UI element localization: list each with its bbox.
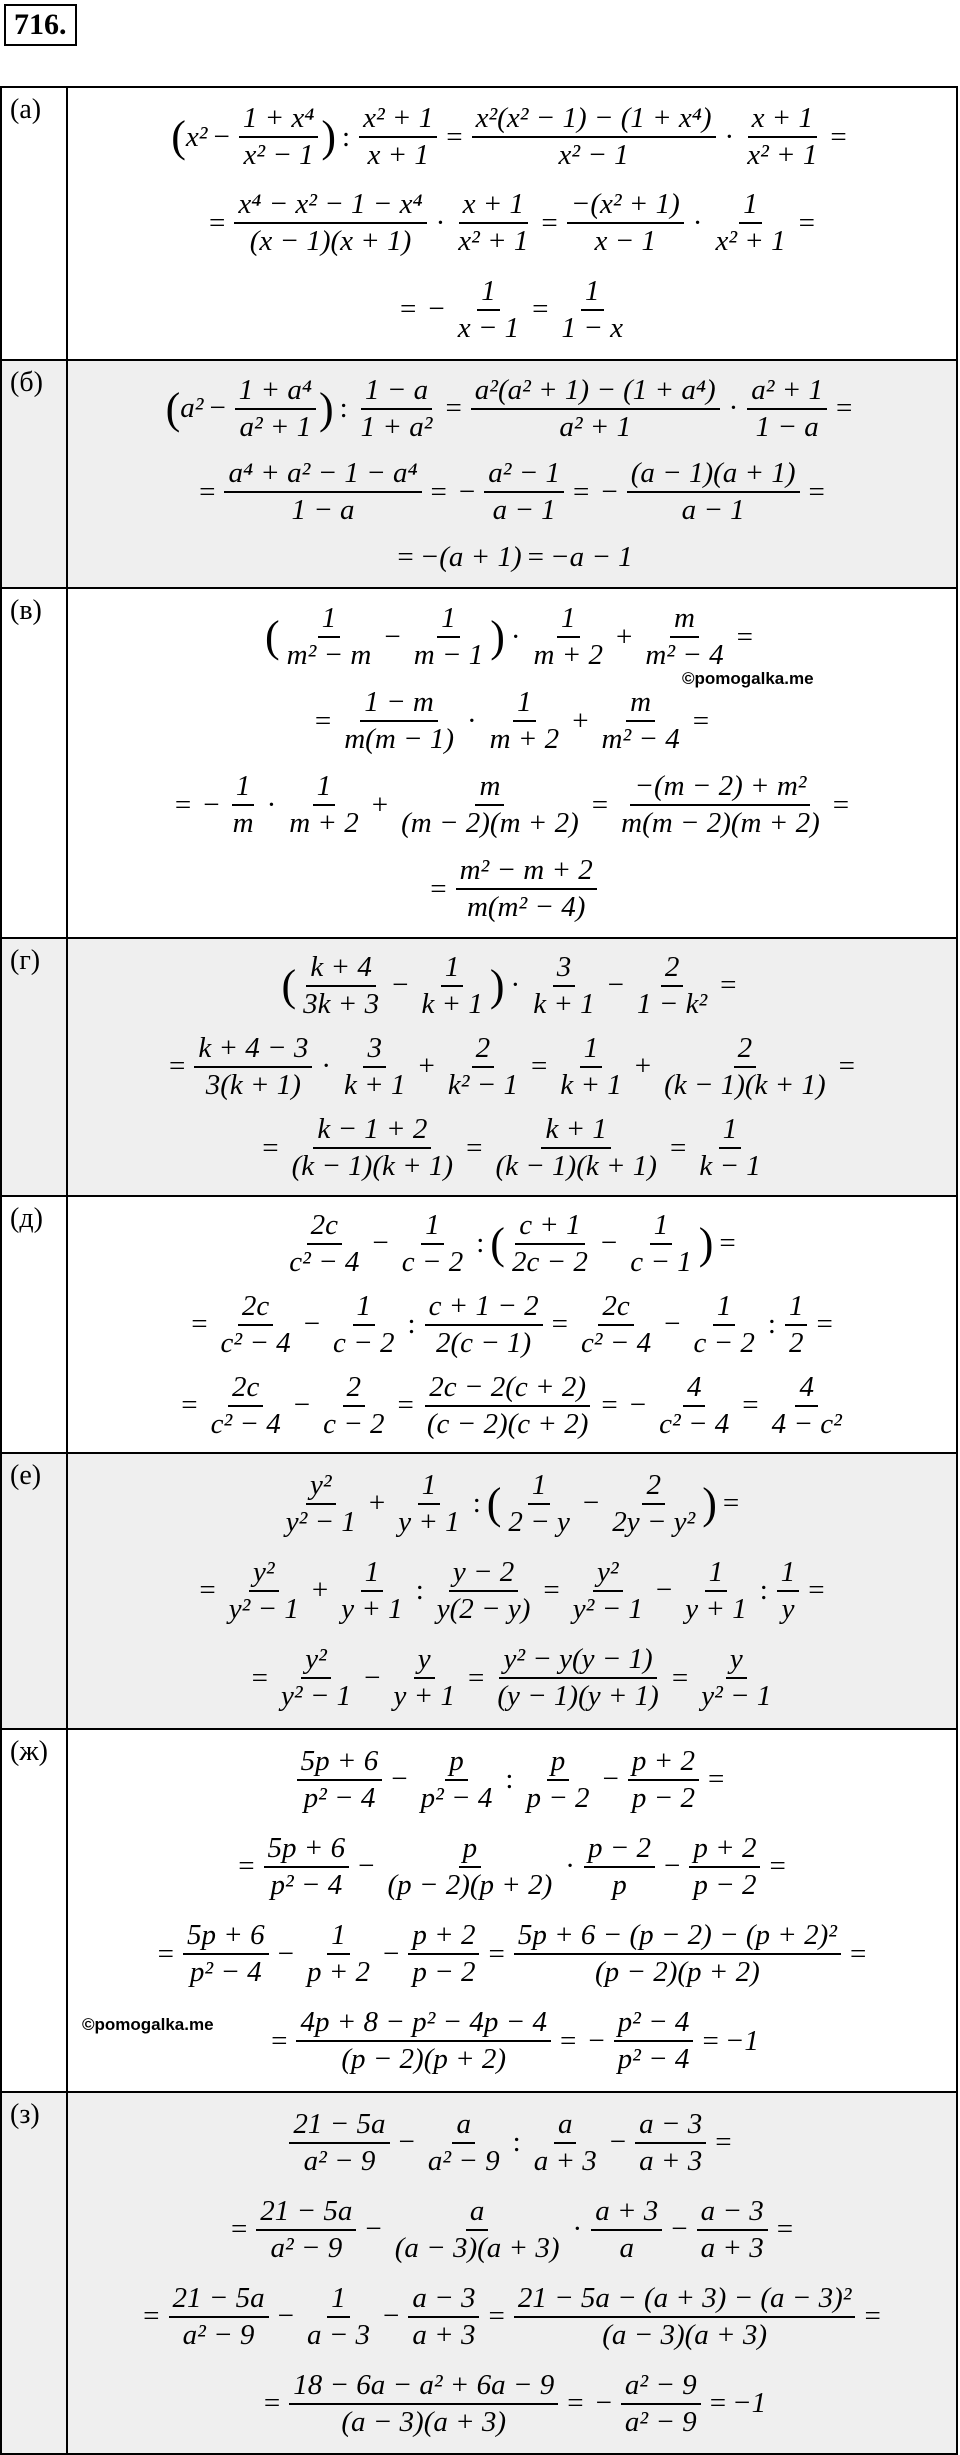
row-label: (ж) [2, 1730, 68, 2091]
equation-line: 5p + 6 p² − 4 − $\frac{p}{\text{p² − 4}}$ : p p − 2 − $\frac{p + 2}{p - 2}$ = [294, 1747, 731, 1813]
equation-line: ( x² − $\frac{\text{1 + x⁴}}{\text{x² − 1}}$ ) : $\frac{\text{x² + 1}}{x + 1}$ = $\frac{\text{x²(x² − 1) − (1 + x⁴)}}{\text{x² − 1}}$ · $\frac{x + 1}{\text{x² + 1}}$ = [171, 102, 847, 172]
row-equations [68, 1197, 956, 1452]
equation-line: = $\frac{1 - m}{m(m - 1)}$ · 1 m + 2 + $\frac{m}{\text{m² − 4}}$ = [314, 686, 710, 755]
row-equations [68, 939, 956, 1195]
solution-row-z [2, 2093, 956, 2453]
solution-row-b [2, 361, 956, 589]
equation-line: = − $\frac{1}{m}$ · 1 m + 2 + $\frac{m}{(m - 2)(m + 2)}$ = $\frac{\text{−(m − 2) + m²}}{m(m - 2)(m + 2)}$ = [174, 770, 850, 839]
equation-line: = $\frac{k + 4 - 3}{3(k + 1)}$ · 3 k + 1 + $\frac{2}{\text{k² − 1}}$ = $\frac{1}{k + 1}$ + $\frac{2}{(k - 1)(k + 1)}$ = [168, 1031, 856, 1101]
row-equations [68, 1454, 956, 1728]
equation-line: = $\frac{5p + 6}{\text{p² − 4}}$ − $\frac{1}{p + 2}$ − $\frac{p + 2}{p - 2}$ = $\frac{\text{5p + 6 − (p − 2) − (p + 2)²}}{(p - 2)(p + 2)}$ = [157, 1919, 867, 1989]
equation-line: = $\frac{2c}{\text{c² − 4}}$ − $\frac{1}{c - 2}$ : $\frac{c + 1 - 2}{2(c - 1)}$ = $\frac{2c}{\text{c² − 4}}$ − $\frac{1}{c - 2}$ : $\frac{1}{2}$ = [191, 1289, 833, 1359]
equation-line: = $\frac{k - 1 + 2}{(k - 1)(k + 1)}$ = $\frac{k + 1}{(k - 1)(k + 1)}$ = $\frac{1}{k - 1}$ [262, 1113, 761, 1183]
equation-line: = $\frac{2c}{\text{c² − 4}}$ − $\frac{2}{c - 2}$ = $\frac{2c - 2(c + 2)}{(c - 2)(c + 2)}$ = − $\frac{4}{\text{c² − 4}}$ = $\frac{4}{\text{4 − c²}}$ [181, 1370, 842, 1440]
solution-table [0, 86, 958, 2455]
solution-row-g [2, 939, 956, 1197]
solution-row-d [2, 1197, 956, 1454]
row-equations [68, 589, 956, 937]
row-equations [68, 2093, 956, 2453]
row-label: (з) [2, 2093, 68, 2453]
equation-line: = $\frac{\text{y²}}{\text{y² − 1}}$ − $\frac{y}{y + 1}$ = $\frac{\text{y² − y(y − 1)}}{(y - 1)(y + 1)}$ = $\frac{y}{\text{y² − 1}}$ [251, 1643, 772, 1713]
row-equations [68, 88, 956, 359]
equation-line: = $\frac{21 - 5a}{\text{a² − 9}}$ − $\frac{a}{(a - 3)(a + 3)}$ · a + 3 a − $\frac{a - 3}{a + 3}$ = [230, 2194, 794, 2264]
equation-line: = $\frac{\text{m² − m + 2}}{\text{m(m² − 4)}}$ [424, 856, 600, 922]
equation-line: ( 1 m² − m − $\frac{1}{m - 1}$ ) · 1 m + 2 + $\frac{m}{\text{m² − 4}}$ = [265, 602, 753, 671]
equation-line: = $\frac{5p + 6}{\text{p² − 4}}$ − $\frac{p}{(p - 2)(p + 2)}$ · p − 2 p − $\frac{p + 2}{p - 2}$ = [238, 1831, 786, 1901]
equation-line: = $\frac{\text{4p + 8 − p² − 4p − 4}}{(p - 2)(p + 2)}$ = − $\frac{\text{p² − 4}}{\text{p² − 4}}$ = −1 [271, 2006, 759, 2076]
row-label: (б) [2, 361, 68, 587]
solution-row-v [2, 589, 956, 939]
watermark: ©pomogalka.me [82, 2015, 214, 2034]
equation-line: = −(a + 1) = −a − 1 [397, 541, 633, 574]
row-label: (е) [2, 1454, 68, 1728]
equation-line: 2c c² − 4 − $\frac{1}{c - 2}$ : ( c + 1 2c − 2 − $\frac{1}{c - 1}$ ) = [289, 1208, 736, 1278]
solution-row-e [2, 1454, 956, 1730]
row-label: (в) [2, 589, 68, 937]
equation-line: y² y² − 1 + $\frac{1}{y + 1}$ : ( 1 2 − y − $\frac{2}{\text{2y − y²}}$ ) = [285, 1468, 740, 1538]
row-label: (д) [2, 1197, 68, 1452]
equation-line: 21 − 5a a² − 9 − $\frac{a}{\text{a² − 9}}$ : a a + 3 − $\frac{a - 3}{a + 3}$ = [286, 2110, 737, 2176]
equation-line: = $\frac{21 - 5a}{\text{a² − 9}}$ − $\frac{1}{a - 3}$ − $\frac{a - 3}{a + 3}$ = $\frac{\text{21 − 5a − (a + 3) − (a − 3)²}}{(a - 3)(a + 3)}$ = [143, 2281, 881, 2351]
problem-number: 716. [4, 4, 77, 46]
row-equations [68, 361, 956, 587]
equation-line: ( k + 4 3k + 3 − $\frac{1}{k + 1}$ ) · 3 k + 1 − $\frac{2}{\text{1 − k²}}$ = [281, 950, 737, 1020]
row-equations [68, 1730, 956, 2091]
watermark: ©pomogalka.me [682, 669, 814, 688]
row-label: (г) [2, 939, 68, 1195]
row-label: (а) [2, 88, 68, 359]
equation-line: = $\frac{\text{y²}}{\text{y² − 1}}$ + $\frac{1}{y + 1}$ : $\frac{y - 2}{y(2 - y)}$ = $\frac{\text{y²}}{\text{y² − 1}}$ − $\frac{1}{y + 1}$ : $\frac{1}{y}$ = [199, 1555, 825, 1625]
equation-line: ( a² − $\frac{\text{1 + a⁴}}{\text{a² + 1}}$ ) : $\frac{1 - a}{\text{1 + a²}}$ = $\frac{\text{a²(a² + 1) − (1 + a⁴)}}{\text{a² + 1}}$ · $\frac{\text{a² + 1}}{1 - a}$ = [165, 373, 853, 443]
equation-line: = − $\frac{1}{x - 1}$ = $\frac{1}{1 - x}$ [400, 274, 623, 344]
equation-line: = $\frac{\text{x⁴ − x² − 1 − x⁴}}{(x - 1)(x + 1)}$ · $\frac{x + 1}{\text{x² + 1}}$ = $\frac{\text{−(x² + 1)}}{x - 1}$ · $\frac{1}{\text{x² + 1}}$ = [209, 188, 815, 258]
solution-row-zh [2, 1730, 956, 2093]
equation-line: = $\frac{\text{18 − 6a − a² + 6a − 9}}{(a - 3)(a + 3)}$ = − $\frac{\text{a² − 9}}{\text{a² − 9}}$ = −1 [263, 2368, 767, 2438]
equation-line: = $\frac{\text{a⁴ + a² − 1 − a⁴}}{1 - a}$ = − $\frac{\text{a² − 1}}{a - 1}$ = − $\frac{(a - 1)(a + 1)}{a - 1}$ = [199, 457, 825, 527]
solution-row-a [2, 88, 956, 361]
